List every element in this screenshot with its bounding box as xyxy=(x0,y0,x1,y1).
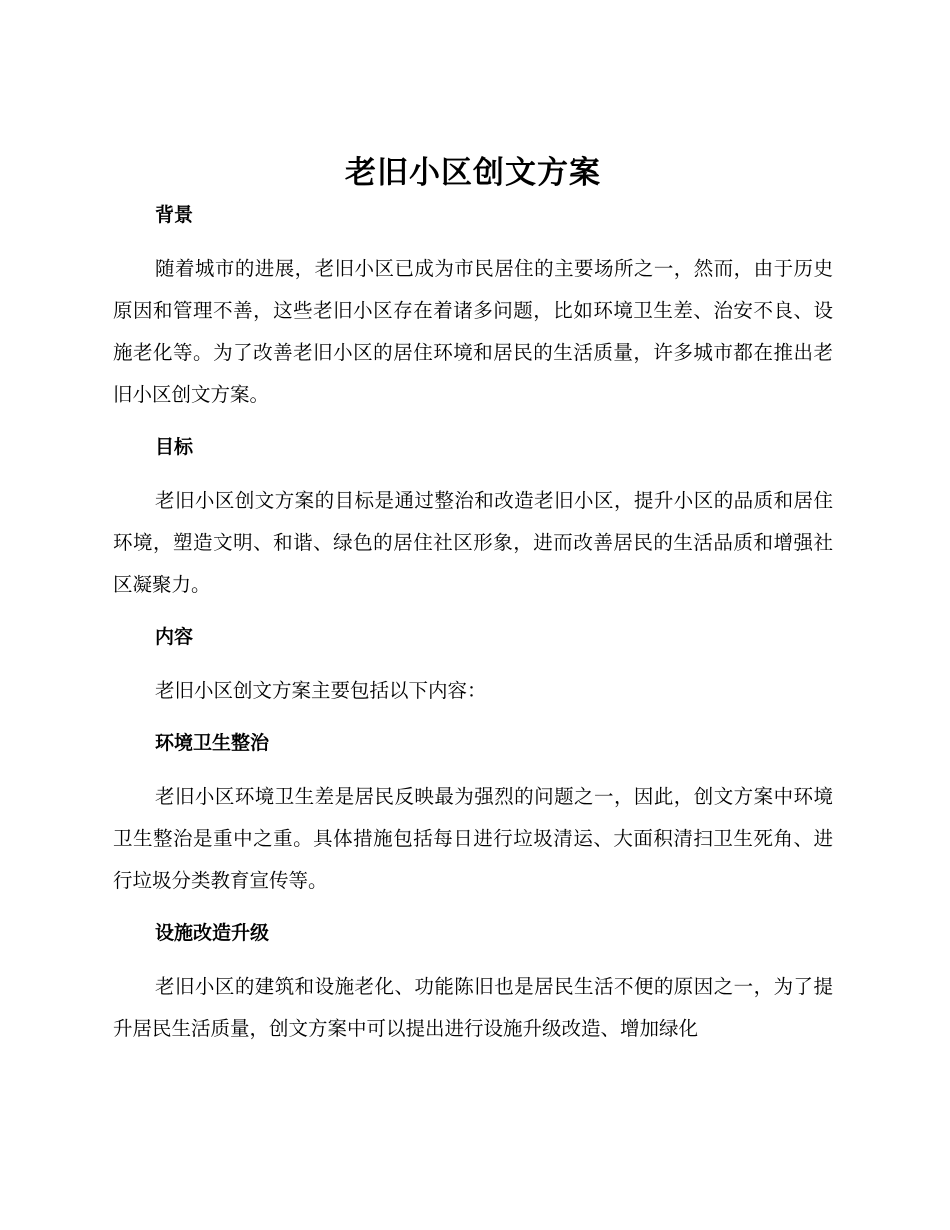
section-heading-content: 内容 xyxy=(155,626,194,648)
section-heading-goal: 目标 xyxy=(155,436,194,458)
document-title: 老旧小区创文方案 xyxy=(345,155,601,191)
section-paragraph-sanitation: 老旧小区环境卫生差是居民反映最为强烈的问题之一，因此，创文方案中环境卫生整治是重中之重。具体措施包括每日进行垃圾清运、大面积清扫卫生死角、进行垃圾分类教育宣传等。 xyxy=(113,785,833,892)
document-content xyxy=(113,150,833,1050)
section-paragraph-content: 老旧小区创文方案主要包括以下内容： xyxy=(155,679,487,702)
section-heading-facilities: 设施改造升级 xyxy=(155,922,270,944)
section-paragraph-facilities: 老旧小区的建筑和设施老化、功能陈旧也是居民生活不便的原因之一，为了提升居民生活质量，创文方案中可以提出进行设施升级改造、增加绿化 xyxy=(113,975,833,1040)
section-heading-sanitation: 环境卫生整治 xyxy=(155,732,270,754)
section-paragraph-background: 随着城市的进展，老旧小区已成为市民居住的主要场所之一，然而，由于历史原因和管理不善，这些老旧小区存在着诸多问题，比如环境卫生差、治安不良、设施老化等。为了改善老旧小区的居住环境和居民的生活质量，许多城市都在推出老旧小区创文方案。 xyxy=(113,257,833,406)
section-paragraph-goal: 老旧小区创文方案的目标是通过整治和改造老旧小区，提升小区的品质和居住环境，塑造文明、和谐、绿色的居住社区形象，进而改善居民的生活品质和增强社区凝聚力。 xyxy=(113,489,833,596)
section-heading-background: 背景 xyxy=(155,204,194,226)
